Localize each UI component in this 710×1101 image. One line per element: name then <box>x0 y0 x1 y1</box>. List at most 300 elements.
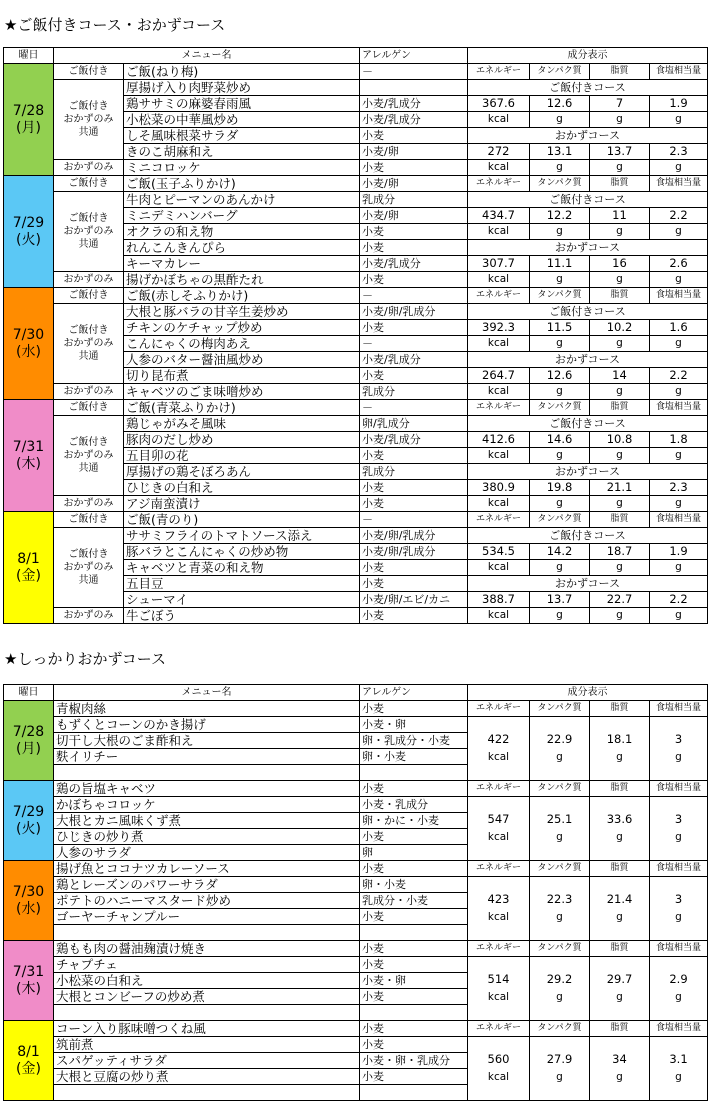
nutrition-value: 3.1 <box>669 1052 688 1066</box>
day-cell <box>4 64 54 176</box>
nutrition-unit: g <box>616 831 623 843</box>
allergen: 小麦 <box>360 320 468 336</box>
allergen: － <box>360 64 468 80</box>
allergen <box>360 765 468 781</box>
day-cell <box>4 1021 54 1101</box>
nutrition-unit: g <box>675 831 682 843</box>
allergen: 小麦 <box>360 368 468 384</box>
allergen: 乳成分 <box>360 192 468 208</box>
allergen: 小麦/卵/乳成分 <box>360 304 468 320</box>
nutrition-header: 脂質 <box>590 781 650 797</box>
header-day: 曜日 <box>4 685 54 701</box>
allergen: 小麦 <box>360 608 468 624</box>
nutrition-value-block <box>590 1037 650 1101</box>
nutrition-value: 7 <box>590 96 650 112</box>
menu-item: 豚バラとこんにゃくの炒め物 <box>124 544 360 560</box>
menu-item: シューマイ <box>124 592 360 608</box>
menu-item: キャベツと青菜の和え物 <box>124 560 360 576</box>
nutrition-unit: g <box>675 991 682 1003</box>
menu-item: チキンのケチャップ炒め <box>124 320 360 336</box>
menu-item: スパゲッティサラダ <box>54 1053 360 1069</box>
day-date: 8/1 <box>17 1043 40 1060</box>
nutrition-unit: g <box>650 384 708 400</box>
nutrition-header: タンパク質 <box>530 512 590 528</box>
type-common <box>54 304 124 384</box>
nutrition-unit: g <box>556 751 563 763</box>
rice-course-label: ご飯付きコース <box>468 304 708 320</box>
nutrition-value: 25.1 <box>546 812 573 826</box>
header-allergen: アレルゲン <box>360 48 468 64</box>
allergen: 小麦 <box>360 941 468 957</box>
type-common <box>54 528 124 608</box>
nutrition-value: 22.3 <box>546 892 573 906</box>
day-cell <box>4 400 54 512</box>
nutrition-header: 食塩相当量 <box>650 512 708 528</box>
nutrition-header: タンパク質 <box>530 941 590 957</box>
shikkari-okazu-course-table <box>3 684 708 1101</box>
nutrition-header: タンパク質 <box>530 400 590 416</box>
type-common-label: ご飯付き <box>68 549 109 560</box>
nutrition-value: 3 <box>674 732 683 746</box>
nutrition-value-block <box>530 797 590 861</box>
day-cell <box>4 512 54 624</box>
allergen: 小麦 <box>360 829 468 845</box>
nutrition-value: 10.8 <box>590 432 650 448</box>
allergen: 卵・小麦 <box>360 877 468 893</box>
menu-item: コーン入り豚味噌つくね風 <box>54 1021 360 1037</box>
menu-item: ご飯(青菜ふりかけ) <box>124 400 360 416</box>
nutrition-unit: g <box>590 224 650 240</box>
nutrition-unit: g <box>530 160 590 176</box>
nutrition-header: 食塩相当量 <box>650 861 708 877</box>
allergen: 小麦 <box>360 560 468 576</box>
allergen: 卵/乳成分 <box>360 416 468 432</box>
allergen: 小麦/卵/乳成分 <box>360 528 468 544</box>
menu-item: 揚げかぼちゃの黒酢たれ <box>124 272 360 288</box>
menu-item: しそ風味根菜サラダ <box>124 128 360 144</box>
type-common <box>54 192 124 272</box>
allergen: 小麦/乳成分 <box>360 96 468 112</box>
type-rice: ご飯付き <box>54 512 124 528</box>
allergen: 小麦・乳成分 <box>360 797 468 813</box>
day-cell <box>4 176 54 288</box>
menu-item: ご飯(赤しそふりかけ) <box>124 288 360 304</box>
menu-item: 牛肉とピーマンのあんかけ <box>124 192 360 208</box>
nutrition-value: 2.6 <box>650 256 708 272</box>
nutrition-unit: g <box>556 911 563 923</box>
day-of-week: (火) <box>16 820 41 837</box>
nutrition-value: 534.5 <box>468 544 530 560</box>
nutrition-value: 307.7 <box>468 256 530 272</box>
nutrition-value: 2.9 <box>669 972 688 986</box>
nutrition-value: 1.9 <box>650 96 708 112</box>
nutrition-unit: g <box>675 911 682 923</box>
nutrition-unit: g <box>616 1071 623 1083</box>
nutrition-unit: g <box>675 1071 682 1083</box>
menu-item: オクラの和え物 <box>124 224 360 240</box>
menu-item: かぼちゃコロッケ <box>54 797 360 813</box>
type-rice: ご飯付き <box>54 176 124 192</box>
allergen: 小麦/乳成分 <box>360 256 468 272</box>
day-date: 7/31 <box>12 438 45 455</box>
nutrition-header: エネルギー <box>468 941 530 957</box>
nutrition-unit: g <box>530 496 590 512</box>
okazu-course-label: おかずコース <box>468 240 708 256</box>
nutrition-unit: g <box>650 336 708 352</box>
nutrition-value: 33.6 <box>606 812 633 826</box>
type-common-label: 共通 <box>78 239 99 250</box>
nutrition-header: 食塩相当量 <box>650 701 708 717</box>
nutrition-value-block <box>530 717 590 781</box>
nutrition-value: 13.1 <box>530 144 590 160</box>
nutrition-value: 380.9 <box>468 480 530 496</box>
nutrition-value: 11 <box>590 208 650 224</box>
nutrition-unit: kcal <box>487 751 510 763</box>
day-of-week: (月) <box>16 740 41 757</box>
allergen: 小麦 <box>360 272 468 288</box>
nutrition-value: 3 <box>674 812 683 826</box>
nutrition-unit: g <box>616 991 623 1003</box>
allergen: 小麦 <box>360 448 468 464</box>
rice-course-label: ご飯付きコース <box>468 416 708 432</box>
nutrition-value: 13.7 <box>530 592 590 608</box>
menu-item: きのこ胡麻和え <box>124 144 360 160</box>
rice-course-label: ご飯付きコース <box>468 192 708 208</box>
nutrition-unit: g <box>556 991 563 1003</box>
nutrition-unit: g <box>530 560 590 576</box>
menu-item: 人参のバター醤油風炒め <box>124 352 360 368</box>
nutrition-value: 22.9 <box>546 732 573 746</box>
allergen: － <box>360 336 468 352</box>
type-common-label: ご飯付き <box>68 325 109 336</box>
nutrition-header: 脂質 <box>590 400 650 416</box>
nutrition-header: タンパク質 <box>530 1021 590 1037</box>
nutrition-unit: g <box>530 608 590 624</box>
menu-item: ササミフライのトマトソース添え <box>124 528 360 544</box>
menu-item: ご飯(青のり) <box>124 512 360 528</box>
allergen: 小麦 <box>360 240 468 256</box>
nutrition-header: タンパク質 <box>530 781 590 797</box>
type-common-label: おかずのみ <box>63 562 114 573</box>
nutrition-header: エネルギー <box>468 288 530 304</box>
nutrition-header: エネルギー <box>468 781 530 797</box>
nutrition-value: 1.9 <box>650 544 708 560</box>
menu-item: こんにゃくの梅肉あえ <box>124 336 360 352</box>
type-common-label: ご飯付き <box>68 437 109 448</box>
allergen: 卵 <box>360 845 468 861</box>
allergen: 卵・かに・小麦 <box>360 813 468 829</box>
menu-item: ポテトのハニーマスタード炒め <box>54 893 360 909</box>
allergen: 小麦 <box>360 909 468 925</box>
nutrition-value: 2.3 <box>650 144 708 160</box>
nutrition-value: 560 <box>487 1052 510 1066</box>
nutrition-header: 脂質 <box>590 176 650 192</box>
nutrition-unit: kcal <box>487 831 510 843</box>
nutrition-header: 食塩相当量 <box>650 176 708 192</box>
allergen: 小麦 <box>360 701 468 717</box>
nutrition-value: 12.6 <box>530 368 590 384</box>
nutrition-value: 11.1 <box>530 256 590 272</box>
okazu-course-label: おかずコース <box>468 464 708 480</box>
type-okazu: おかずのみ <box>54 160 124 176</box>
nutrition-value: 19.8 <box>530 480 590 496</box>
nutrition-value: 14.2 <box>530 544 590 560</box>
nutrition-value: 2.2 <box>650 368 708 384</box>
day-date: 7/31 <box>12 963 45 980</box>
allergen: 小麦 <box>360 128 468 144</box>
allergen: 小麦/卵 <box>360 208 468 224</box>
day-date: 7/30 <box>12 883 45 900</box>
menu-item: アジ南蛮漬け <box>124 496 360 512</box>
menu-item: 人参のサラダ <box>54 845 360 861</box>
day-of-week: (火) <box>16 231 41 248</box>
allergen: 小麦 <box>360 957 468 973</box>
nutrition-value-block <box>590 717 650 781</box>
nutrition-value-block <box>650 877 708 941</box>
allergen: 小麦 <box>360 989 468 1005</box>
nutrition-value: 422 <box>487 732 510 746</box>
day-of-week: (金) <box>16 1060 41 1077</box>
nutrition-unit: g <box>650 560 708 576</box>
header-menu: メニュー名 <box>54 48 360 64</box>
allergen: － <box>360 400 468 416</box>
nutrition-unit: kcal <box>468 272 530 288</box>
nutrition-unit: kcal <box>468 224 530 240</box>
allergen: 小麦 <box>360 1069 468 1085</box>
allergen: － <box>360 288 468 304</box>
nutrition-header: エネルギー <box>468 64 530 80</box>
nutrition-unit: g <box>650 496 708 512</box>
menu-item: ミニデミハンバーグ <box>124 208 360 224</box>
nutrition-header: エネルギー <box>468 1021 530 1037</box>
allergen: 卵・小麦 <box>360 749 468 765</box>
menu-item: 大根と豆腐の炒り煮 <box>54 1069 360 1085</box>
nutrition-value: 21.4 <box>606 892 633 906</box>
nutrition-unit: g <box>590 336 650 352</box>
allergen: 小麦/乳成分 <box>360 352 468 368</box>
allergen <box>360 80 468 96</box>
day-of-week: (金) <box>16 567 41 584</box>
menu-item: 鶏の旨塩キャベツ <box>54 781 360 797</box>
menu-item: チャプチェ <box>54 957 360 973</box>
nutrition-unit: g <box>650 112 708 128</box>
nutrition-value-block <box>590 877 650 941</box>
nutrition-value: 11.5 <box>530 320 590 336</box>
nutrition-unit: kcal <box>468 112 530 128</box>
nutrition-header: 食塩相当量 <box>650 781 708 797</box>
allergen: 小麦/卵/乳成分 <box>360 544 468 560</box>
day-date: 7/29 <box>12 803 45 820</box>
nutrition-unit: g <box>616 911 623 923</box>
nutrition-unit: g <box>530 272 590 288</box>
nutrition-header: タンパク質 <box>530 64 590 80</box>
nutrition-unit: kcal <box>487 911 510 923</box>
menu-item: ミニコロッケ <box>124 160 360 176</box>
nutrition-unit: kcal <box>468 336 530 352</box>
nutrition-value-block <box>530 1037 590 1101</box>
nutrition-value: 547 <box>487 812 510 826</box>
day-of-week: (水) <box>16 900 41 917</box>
nutrition-value: 412.6 <box>468 432 530 448</box>
nutrition-unit: kcal <box>468 448 530 464</box>
menu-item: 厚揚げの鶏そぼろあん <box>124 464 360 480</box>
nutrition-header: 食塩相当量 <box>650 288 708 304</box>
allergen: 小麦 <box>360 480 468 496</box>
nutrition-header: エネルギー <box>468 176 530 192</box>
menu-item <box>54 925 360 941</box>
header-nutrition: 成分表示 <box>468 48 708 64</box>
nutrition-header: エネルギー <box>468 512 530 528</box>
type-common <box>54 80 124 160</box>
allergen: 小麦 <box>360 1037 468 1053</box>
type-rice: ご飯付き <box>54 400 124 416</box>
nutrition-header: タンパク質 <box>530 288 590 304</box>
nutrition-unit: g <box>590 608 650 624</box>
nutrition-value: 367.6 <box>468 96 530 112</box>
nutrition-value: 2.3 <box>650 480 708 496</box>
nutrition-value: 27.9 <box>546 1052 573 1066</box>
nutrition-unit: g <box>650 224 708 240</box>
nutrition-unit: g <box>650 448 708 464</box>
nutrition-value: 388.7 <box>468 592 530 608</box>
nutrition-header: 脂質 <box>590 64 650 80</box>
type-common-label: おかずのみ <box>63 338 114 349</box>
allergen: 小麦/卵 <box>360 176 468 192</box>
menu-item: 切干し大根のごま酢和え <box>54 733 360 749</box>
day-date: 7/29 <box>12 214 45 231</box>
type-common-label: 共通 <box>78 575 99 586</box>
nutrition-value: 2.2 <box>650 592 708 608</box>
nutrition-header: 食塩相当量 <box>650 400 708 416</box>
nutrition-header: 脂質 <box>590 861 650 877</box>
nutrition-value: 21.1 <box>590 480 650 496</box>
allergen: 乳成分・小麦 <box>360 893 468 909</box>
allergen: － <box>360 512 468 528</box>
nutrition-value-block <box>650 717 708 781</box>
menu-item: 鶏じゃがみそ風味 <box>124 416 360 432</box>
nutrition-value-block <box>650 957 708 1021</box>
nutrition-unit: g <box>556 831 563 843</box>
type-okazu: おかずのみ <box>54 496 124 512</box>
nutrition-unit: g <box>590 384 650 400</box>
allergen: 小麦/卵 <box>360 144 468 160</box>
type-common-label: 共通 <box>78 463 99 474</box>
nutrition-unit: g <box>590 112 650 128</box>
nutrition-value: 2.2 <box>650 208 708 224</box>
nutrition-header: 脂質 <box>590 288 650 304</box>
nutrition-unit: g <box>530 336 590 352</box>
type-common-label: ご飯付き <box>68 213 109 224</box>
allergen: 乳成分 <box>360 464 468 480</box>
day-of-week: (木) <box>16 980 41 997</box>
nutrition-value-block <box>650 1037 708 1101</box>
menu-item: ひじきの白和え <box>124 480 360 496</box>
day-of-week: (水) <box>16 343 41 360</box>
menu-item: 青椒肉絲 <box>54 701 360 717</box>
nutrition-unit: g <box>530 448 590 464</box>
type-common-label: おかずのみ <box>63 450 114 461</box>
day-cell <box>4 941 54 1021</box>
day-date: 7/28 <box>12 723 45 740</box>
nutrition-unit: g <box>590 448 650 464</box>
menu-item: 大根とコンビーフの炒め煮 <box>54 989 360 1005</box>
nutrition-value: 423 <box>487 892 510 906</box>
menu-item: 鶏もも肉の醤油麹漬け焼き <box>54 941 360 957</box>
type-common-label: 共通 <box>78 351 99 362</box>
allergen: 小麦・卵 <box>360 973 468 989</box>
nutrition-unit: g <box>590 272 650 288</box>
allergen: 小麦 <box>360 160 468 176</box>
nutrition-header: 食塩相当量 <box>650 64 708 80</box>
nutrition-value: 16 <box>590 256 650 272</box>
menu-item: 小松菜の中華風炒め <box>124 112 360 128</box>
nutrition-value-block <box>468 797 530 861</box>
type-okazu: おかずのみ <box>54 608 124 624</box>
menu-item: 豚肉のだし炒め <box>124 432 360 448</box>
nutrition-header: エネルギー <box>468 400 530 416</box>
nutrition-value: 14.6 <box>530 432 590 448</box>
okazu-course-label: おかずコース <box>468 352 708 368</box>
menu-item: 筑前煮 <box>54 1037 360 1053</box>
okazu-course-label: おかずコース <box>468 128 708 144</box>
nutrition-unit: g <box>650 272 708 288</box>
allergen: 小麦/乳成分 <box>360 432 468 448</box>
allergen: 小麦 <box>360 224 468 240</box>
nutrition-value: 434.7 <box>468 208 530 224</box>
nutrition-value: 264.7 <box>468 368 530 384</box>
nutrition-unit: kcal <box>468 496 530 512</box>
nutrition-value: 18.7 <box>590 544 650 560</box>
allergen: 小麦 <box>360 781 468 797</box>
nutrition-value-block <box>590 797 650 861</box>
allergen <box>360 1005 468 1021</box>
type-rice: ご飯付き <box>54 288 124 304</box>
nutrition-header: 脂質 <box>590 1021 650 1037</box>
nutrition-header: 食塩相当量 <box>650 941 708 957</box>
allergen: 小麦 <box>360 1021 468 1037</box>
menu-item: 鶏ササミの麻婆春雨風 <box>124 96 360 112</box>
nutrition-unit: kcal <box>487 1071 510 1083</box>
menu-item: キャベツのごま味噌炒め <box>124 384 360 400</box>
allergen: 小麦・卵・乳成分 <box>360 1053 468 1069</box>
menu-item: 麩イリチー <box>54 749 360 765</box>
nutrition-value-block <box>530 877 590 941</box>
type-rice: ご飯付き <box>54 64 124 80</box>
nutrition-value: 392.3 <box>468 320 530 336</box>
nutrition-value: 272 <box>468 144 530 160</box>
header-allergen: アレルゲン <box>360 685 468 701</box>
nutrition-header: エネルギー <box>468 701 530 717</box>
menu-item: 小松菜の白和え <box>54 973 360 989</box>
allergen: 小麦・卵 <box>360 717 468 733</box>
day-date: 7/30 <box>12 326 45 343</box>
nutrition-value: 3 <box>674 892 683 906</box>
nutrition-unit: g <box>675 751 682 763</box>
nutrition-unit: g <box>590 496 650 512</box>
nutrition-header: タンパク質 <box>530 176 590 192</box>
rice-course-label: ご飯付きコース <box>468 528 708 544</box>
nutrition-header: 食塩相当量 <box>650 1021 708 1037</box>
day-of-week: (木) <box>16 455 41 472</box>
nutrition-header: タンパク質 <box>530 701 590 717</box>
nutrition-value-block <box>468 877 530 941</box>
nutrition-value-block <box>530 957 590 1021</box>
nutrition-unit: g <box>556 1071 563 1083</box>
day-cell <box>4 701 54 781</box>
menu-item: もずくとコーンのかき揚げ <box>54 717 360 733</box>
day-cell <box>4 288 54 400</box>
header-nutrition: 成分表示 <box>468 685 708 701</box>
